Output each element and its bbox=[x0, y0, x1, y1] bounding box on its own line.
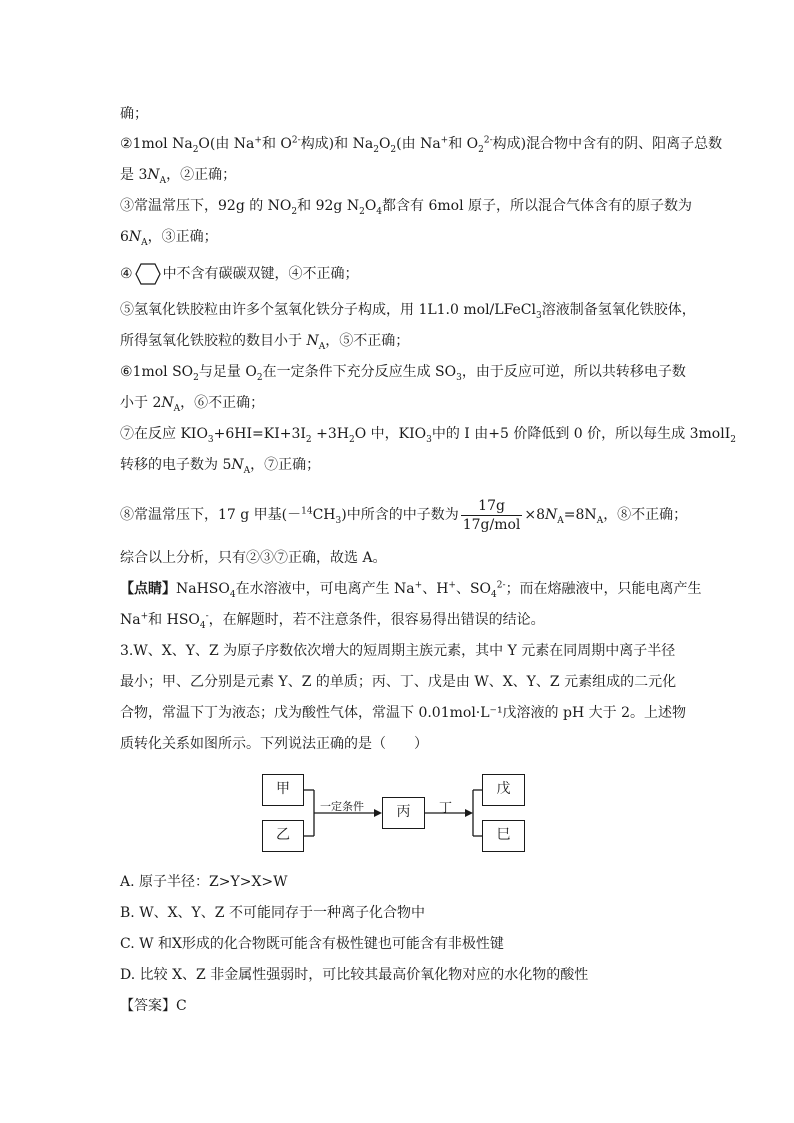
text-line: ⑦在反应 $KIO_3+6HI=KI+3I_2 +3H_2O$ 中，$KIO_3$中的 I 由+5 价降低到 0 价，所以每生成 3molI$_2$ bbox=[120, 426, 736, 445]
text-line: ⑤氢氧化铁胶粒由许多个氢氧化铁分子构成，用 1L1.0 mol/LFeCl$_3$溶液制备氢氧化铁胶体， bbox=[120, 302, 696, 321]
reaction-diagram bbox=[262, 768, 542, 858]
text-line: 合物，常温下丁为液态；戊为酸性气体，常温下 0.01mol·L⁻¹戊溶液的 pH 大于 2。上述物 bbox=[120, 705, 686, 721]
text-line: ②1mol $Na_2O$(由 Na+和 $O^{2-}$构成)和 $Na_2O_2$(由 Na+和 $O_2^{2-}$构成)混合物中含有的阴、阳离子总数 bbox=[120, 135, 723, 155]
text-line: 3.W、X、Y、Z 为原子序数依次增大的短周期主族元素，其中 Y 元素在同周期中离子半径 bbox=[120, 643, 676, 659]
text-line: ⑧常温常压下，17 g 甲基$(-^{14}CH_3)$中所含的中子数为 $\frac{17g}{\text{17g/mol}}$ $\times 8N_A=8N_A$，⑧不正确； bbox=[120, 497, 688, 533]
text-line: 确； bbox=[120, 106, 148, 122]
box-wu: 戊 bbox=[482, 774, 525, 806]
neutron-fraction: $\frac{17g}{\text{17g/mol}}$ bbox=[462, 497, 521, 533]
text-line: 最小；甲、乙分别是元素 Y、Z 的单质；丙、丁、戊是由 W、X、Y、Z 元素组成的二元化 bbox=[120, 674, 677, 690]
option-c: C. W 和X形成的化合物既可能含有极性键也可能含有非极性键 bbox=[120, 936, 504, 952]
text-line: 是 $3N_A$，②正确； bbox=[120, 167, 237, 186]
box-jia: 甲 bbox=[262, 774, 304, 806]
condition-label: 一定条件 bbox=[320, 800, 364, 813]
text-line: 所得氢氧化铁胶粒的数目小于 $N_A$，⑤不正确； bbox=[120, 333, 410, 352]
text-line: ③常温常压下，92g 的 $NO_2$和 92g $N_2O_4$都含有 6mol 原子，所以混合气体含有的原子数为 bbox=[120, 198, 693, 217]
text-line: 综合以上分析，只有②③⑦正确，故选 A。 bbox=[120, 550, 387, 566]
option-a: A. 原子半径：Z>Y>X>W bbox=[120, 874, 288, 890]
text-line: 质转化关系如图所示。下列说法正确的是（ ） bbox=[120, 736, 428, 752]
text-line: 小于 $2N_A$，⑥不正确； bbox=[120, 395, 265, 414]
text-line: ⑥1mol $SO_2$与足量 $O_2$在一定条件下充分反应生成 $SO_3$，由于反应可逆，所以共转移电子数 bbox=[120, 364, 686, 383]
option-b: B. W、X、Y、Z 不可能同存于一种离子化合物中 bbox=[120, 905, 425, 921]
ding-label: 丁 bbox=[439, 801, 453, 816]
benzene-ring-icon bbox=[135, 262, 161, 286]
box-yi: 乙 bbox=[262, 820, 304, 852]
answer-line: 【答案】C bbox=[120, 998, 187, 1014]
box-ji: 巳 bbox=[482, 820, 525, 852]
text-line: 【点睛】NaHSO$_4$在水溶液中，可电离产生 Na+、H+、$SO_4^{2-}$；而在熔融液中，只能电离产生 bbox=[120, 580, 702, 600]
option-d: D. 比较 X、Z 非金属性强弱时，可比较其最高价氧化物对应的水化物的酸性 bbox=[120, 967, 589, 983]
text-line: 转移的电子数为 $5N_A$，⑦正确； bbox=[120, 457, 321, 476]
text-line: $6N_A$，③正确； bbox=[120, 229, 218, 248]
text-line: Na+和 $HSO_4^-$，在解题时，若不注意条件，很容易得出错误的结论。 bbox=[120, 611, 545, 631]
box-bing: 丙 bbox=[382, 797, 425, 829]
text-line: ④ 中不含有碳碳双键，④不正确； bbox=[120, 262, 680, 286]
